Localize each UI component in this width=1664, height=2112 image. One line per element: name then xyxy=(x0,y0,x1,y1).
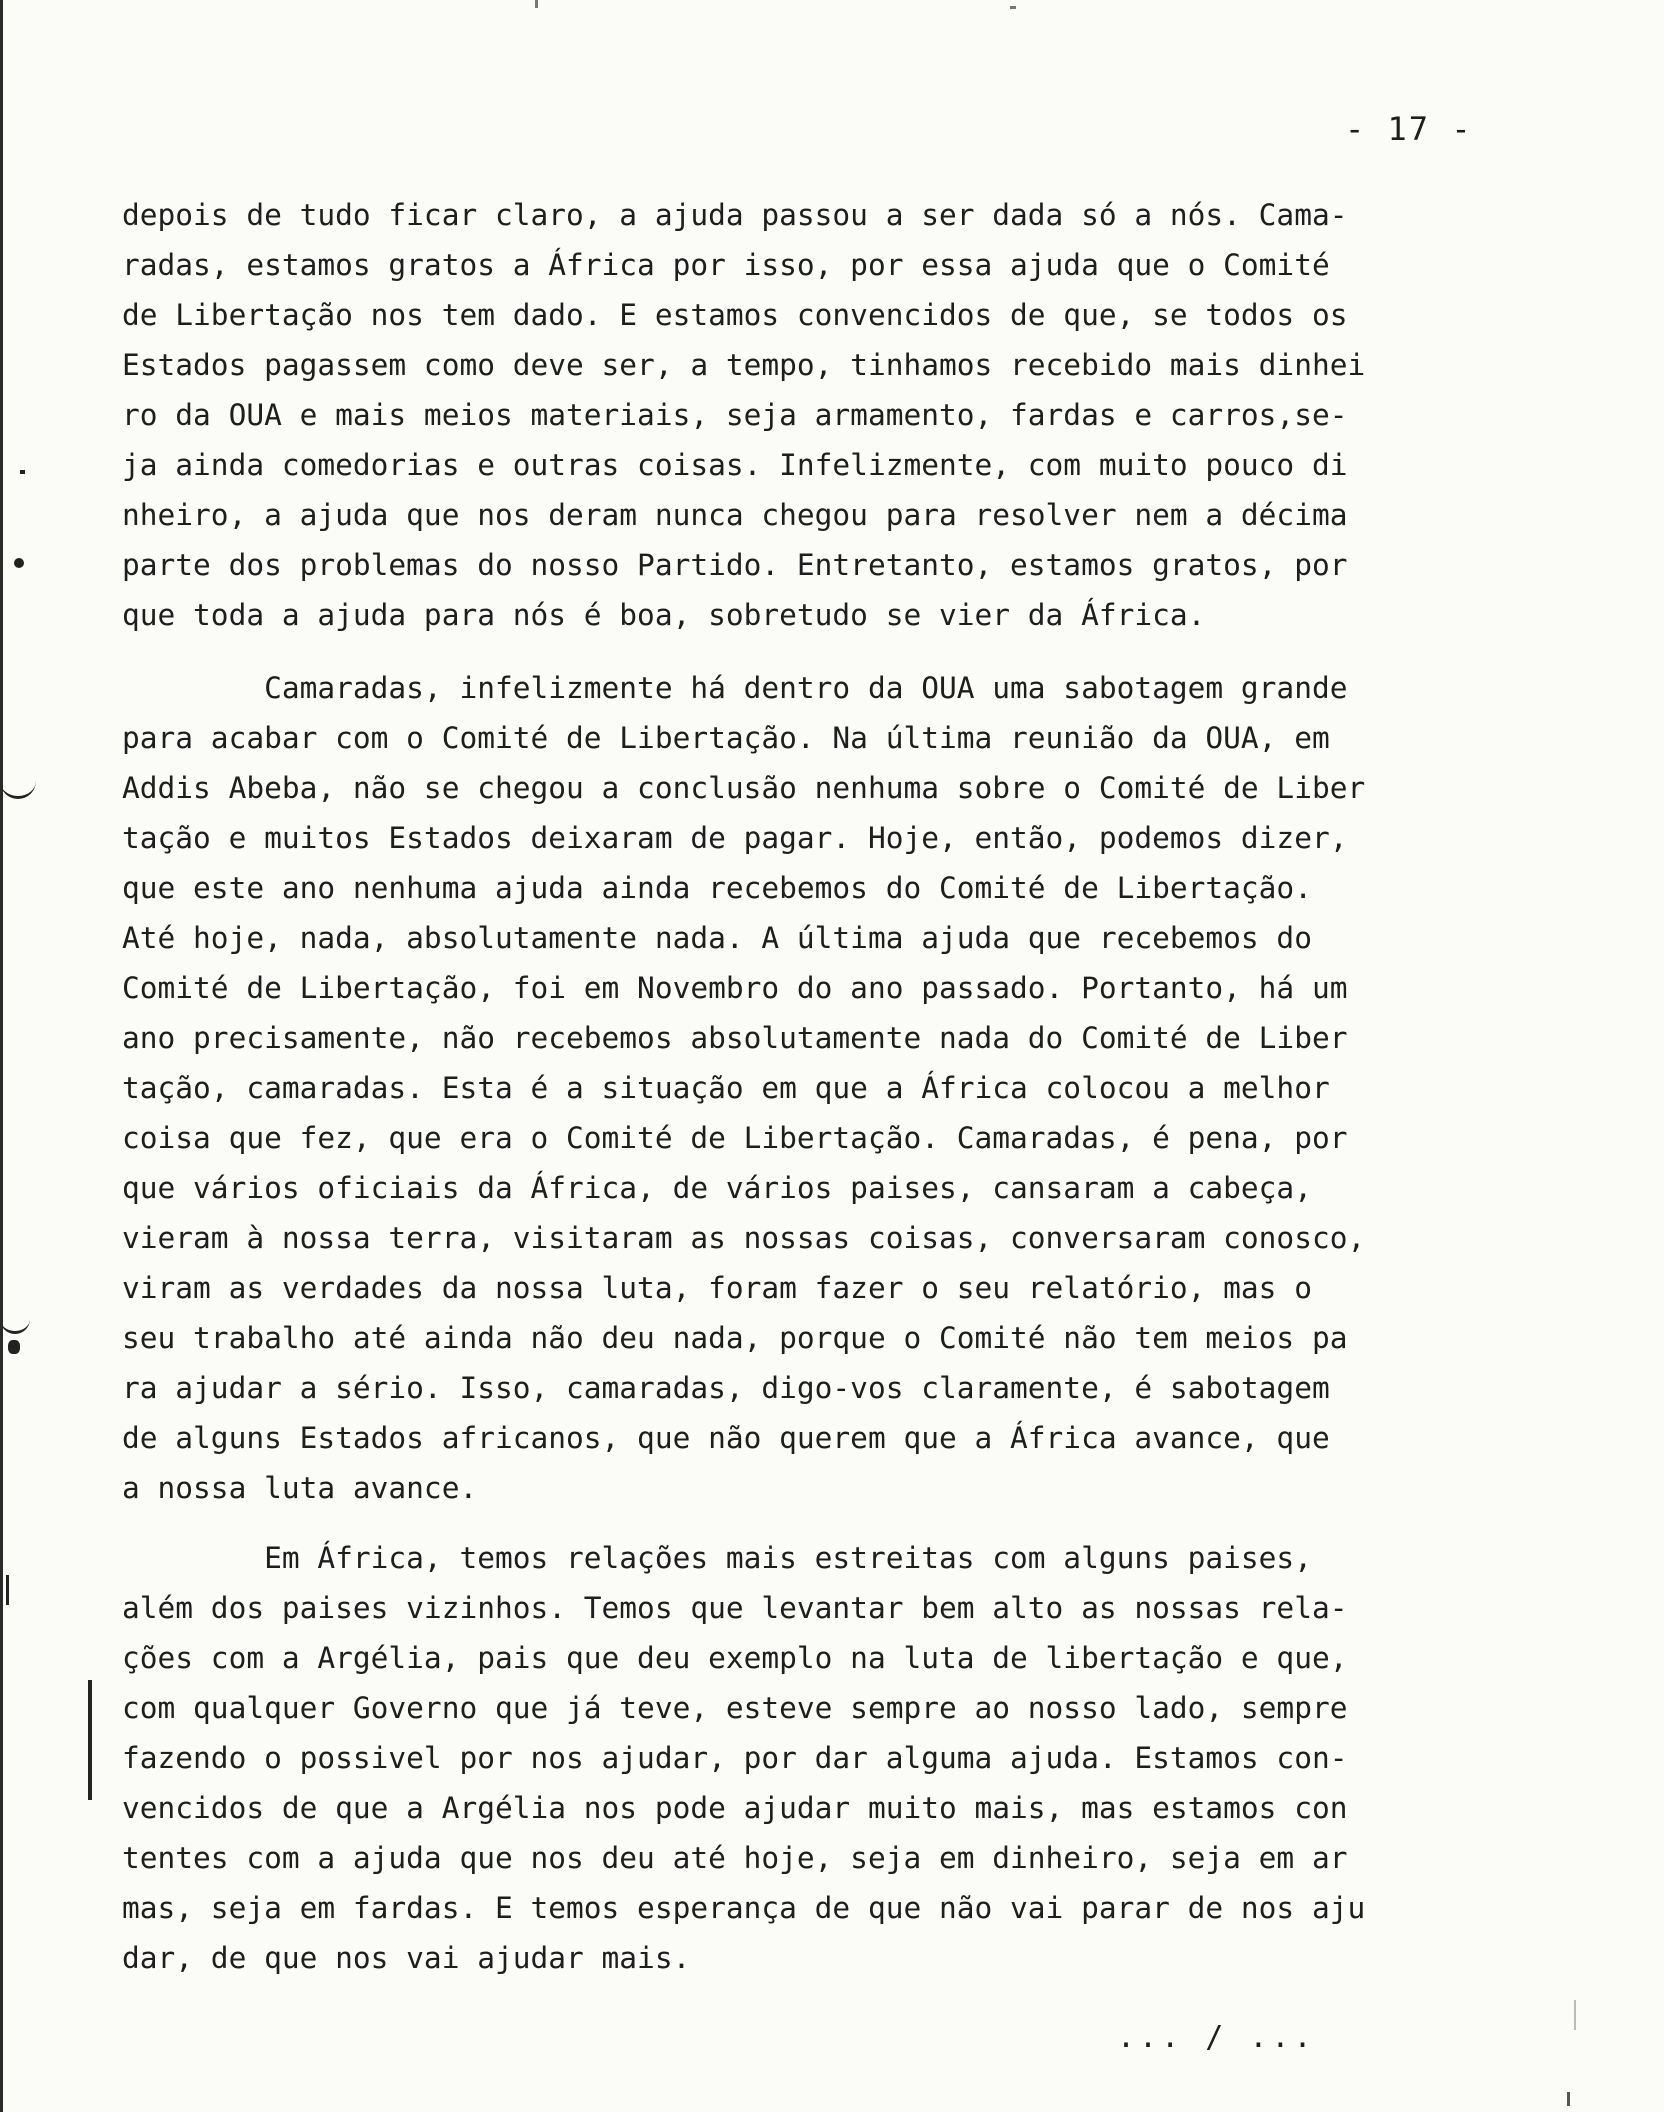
paragraph: Em África, temos relações mais estreitas com alguns paises, além dos paises vizinhos. Temos que levantar bem alto as nossas rela- ções com a Argélia, pais que deu exemplo na luta de libertação e que, com qualquer Governo que já teve, esteve sempre ao nosso lado, sempre fazendo o possivel por nos ajudar, por dar alguma ajuda. Estamos con- vencidos de que a Argélia nos pode ajudar muito mais, mas estamos con tentes com a ajuda que nos deu até hoje, seja em dinheiro, seja em ar mas, seja em fardas. E temos esperança de que não vai parar de nos aju dar, de que nos vai ajudar mais. xyxy=(122,1541,1366,1975)
margin-mark xyxy=(8,1340,20,1354)
margin-mark xyxy=(6,1575,9,1605)
scan-edge xyxy=(0,0,3,2112)
scan-speck xyxy=(1010,6,1016,9)
paragraph: depois de tudo ficar claro, a ajuda passou a ser dada só a nós. Cama- radas, estamos gratos a África por isso, por essa ajuda que o Comité de Libertação nos tem dado. E estamos convencidos de que, se todos os Estados pagassem como deve ser, a tempo, tinhamos recebido mais dinhei ro da OUA e mais meios materiais, seja armamento, fardas e carros,se- ja ainda comedorias e outras coisas. Infelizmente, com muito pouco di nheiro, a ajuda que nos deram nunca chegou para resolver nem a décima parte dos problemas do nosso Partido. Entretanto, estamos gratos, por que toda a ajuda para nós é boa, sobretudo se vier da África. xyxy=(122,198,1366,632)
scan-speck xyxy=(535,0,538,8)
margin-annotation-line xyxy=(88,1680,92,1800)
scan-speck xyxy=(1574,2000,1576,2030)
margin-mark xyxy=(14,558,24,568)
page-number: - 17 - xyxy=(1345,110,1473,148)
binding-mark xyxy=(0,1305,30,1334)
scan-speck xyxy=(1567,2092,1570,2106)
margin-mark xyxy=(20,470,25,474)
continuation-mark: ... / ... xyxy=(1117,2020,1316,2055)
paragraph: Camaradas, infelizmente há dentro da OUA uma sabotagem grande para acabar com o Comité de Libertação. Na última reunião da OUA, em Addis Abeba, não se chegou a conclusão nenhuma sobre o Comité de Liber tação e muitos Estados deixaram de pagar. Hoje, então, podemos dizer, que este ano nenhuma ajuda ainda recebemos do Comité de Libertação. Até hoje, nada, absolutamente nada. A última ajuda que recebemos do Comité de Libertação, foi em Novembro do ano passado. Portanto, há um ano precisamente, não recebemos absolutamente nada do Comité de Liber tação, camaradas. Esta é a situação em que a África colocou a melhor coisa que fez, que era o Comité de Libertação. Camaradas, é pena, por que vários oficiais da África, de vários paises, cansaram a cabeça, vieram à nossa terra, visitaram as nossas coisas, conversaram conosco, viram as verdades da nossa luta, foram fazer o seu relatório, mas o seu trabalho até ainda não deu nada, porque o Comité não tem meios pa ra ajudar a sério. Isso, camaradas, digo-vos claramente, é sabotagem de alguns Estados africanos, que não querem que a África avance, que a nossa luta avance. xyxy=(122,671,1366,1505)
binding-mark xyxy=(0,770,36,799)
